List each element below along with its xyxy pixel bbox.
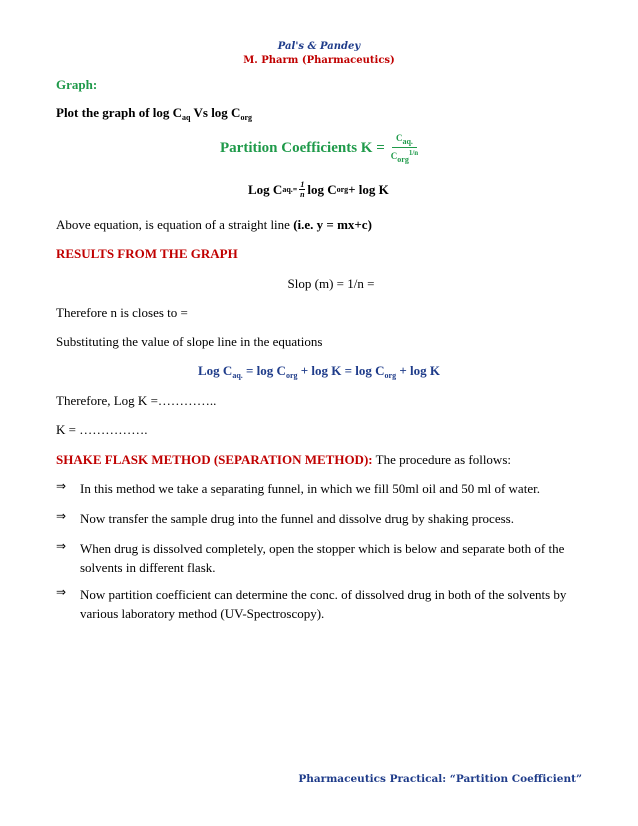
list-item: ⇒ Now partition coefficient can determine the conc. of dissolved drug in both of the solvents by various laboratory method (UV-Spectroscopy). (56, 585, 567, 621)
k-value-line: K = ……………. (56, 422, 148, 437)
list-item: ⇒ Now transfer the sample drug into the funnel and dissolve drug by shaking process. (56, 509, 514, 526)
list-item: ⇒ In this method we take a separating funnel, in which we fill 50ml oil and 50 ml of water. (56, 479, 540, 496)
graph-heading: Graph: (56, 77, 98, 92)
slope-line: Slop (m) = 1/n = (287, 276, 375, 291)
partition-coefficient-equation: Partition Coefficients K = $\frac{C_{aq.}}{C_{org}^{1/n}}$ (220, 133, 419, 164)
double-arrow-icon: ⇒ (56, 585, 67, 599)
footer-title: Pharmaceutics Practical: “Partition Coefficient” (298, 773, 582, 785)
plot-instruction: Plot the graph of $\log C_{aq}$ Vs $\log C_{org}$ (56, 105, 253, 122)
results-heading: RESULTS FROM THE GRAPH (56, 246, 238, 261)
log-k-equation: Log $C_{aq.} = \log C_{org} + \log K = \log C_{org} + \log K$ (198, 363, 440, 380)
log-equation: Log C aq. = $\frac{1}{n}$ log C org + log K (248, 180, 389, 199)
straight-line-note: Above equation, is equation of a straight line (i.e. y = mx+c) (56, 217, 372, 232)
therefore-logk: Therefore, Log K =………….. (56, 393, 217, 408)
substituting-line: Substituting the value of slope line in the equations (56, 334, 323, 349)
shake-flask-heading: SHAKE FLASK METHOD (SEPARATION METHOD): The procedure as follows: (56, 452, 511, 467)
double-arrow-icon: ⇒ (56, 509, 67, 523)
list-item: ⇒ When drug is dissolved completely, open the stopper which is below and separate both of the solvents in different flask. (56, 539, 565, 575)
double-arrow-icon: ⇒ (56, 539, 67, 553)
double-arrow-icon: ⇒ (56, 479, 67, 493)
header-course: M. Pharm (Pharmaceutics) (243, 55, 395, 66)
header-author: Pal's & Pandey (277, 41, 361, 52)
therefore-n: Therefore n is closes to = (56, 305, 188, 320)
